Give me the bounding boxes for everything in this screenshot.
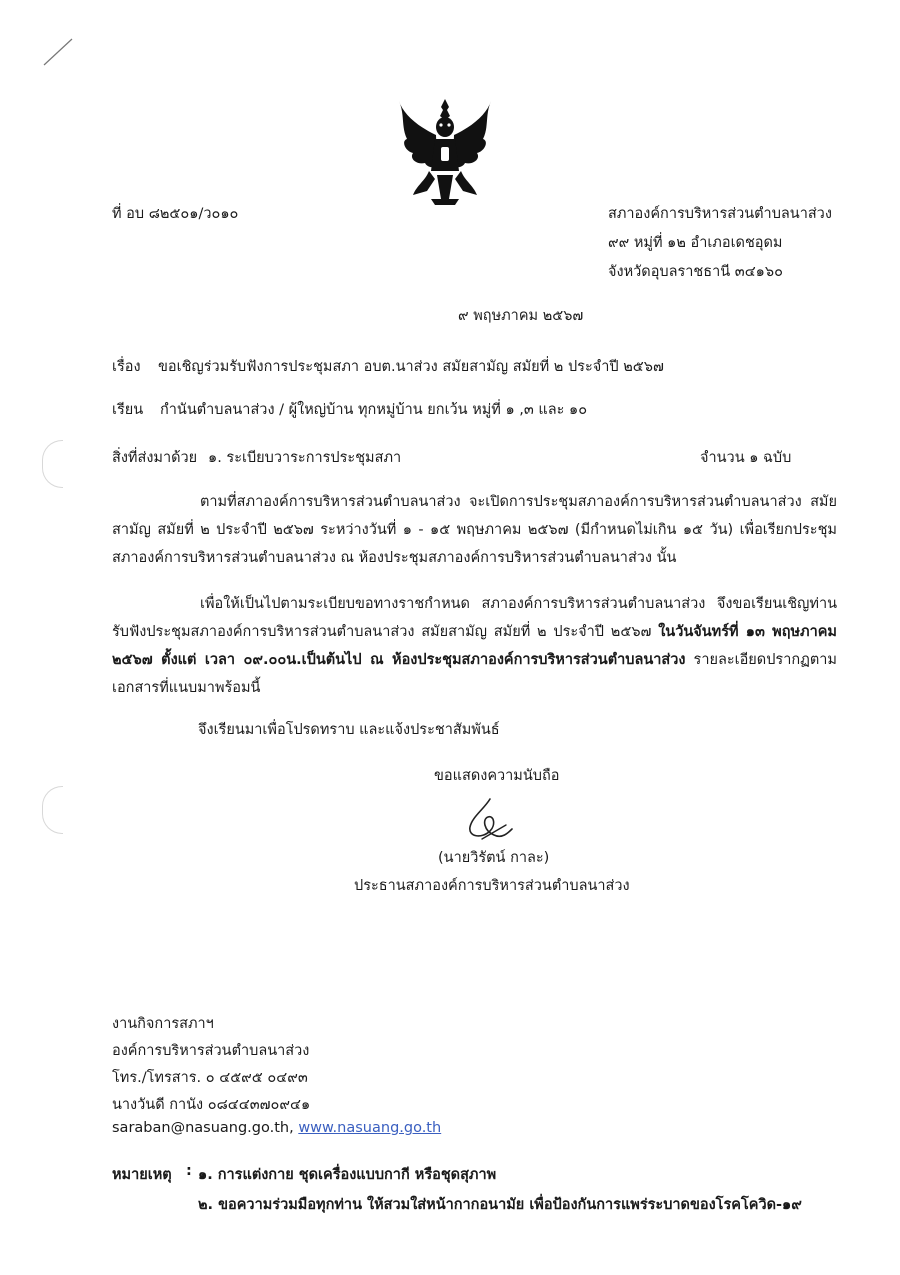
subject-text: ขอเชิญร่วมรับฟังการประชุมสภา อบต.นาส่วง สมัยสามัญ สมัยที่ ๒ ประจำปี ๒๕๖๗ [158,359,664,375]
website-link[interactable]: www.nasuang.go.th [298,1120,442,1136]
letter-date: ๙ พฤษภาคม ๒๕๖๗ [458,308,584,324]
closing-phrase: ขอแสดงความนับถือ [434,768,560,784]
subject-label: เรื่อง [112,359,141,375]
body-paragraph-3: จึงเรียนมาเพื่อโปรดทราบ และแจ้งประชาสัมพันธ์ [198,722,500,738]
punch-hole-mark [42,786,63,834]
body-paragraph-2 [112,590,837,702]
signer-name: (นายวิรัตน์ กาละ) [438,850,550,866]
enclosure-quantity: จำนวน ๑ ฉบับ [700,450,792,466]
note-item-2: ๒. ขอความร่วมมือทุกท่าน ให้สวมใส่หน้ากากอนามัย เพื่อป้องกันการแพร่ระบาดของโรคโควิด-๑๙ [198,1197,802,1213]
notes-label: หมายเหตุ [112,1167,172,1183]
sender-address-line1: สภาองค์การบริหารส่วนตำบลนาส่วง [608,206,832,222]
contact-department: งานกิจการสภาฯ [112,1016,214,1032]
reference-number: ที่ อบ ๘๒๕๐๑/ว๐๑๐ [112,206,239,222]
contact-phone-fax: โทร./โทรสาร. ๐ ๔๕๙๕ ๐๔๙๓ [112,1070,308,1086]
body-paragraph-1: ตามที่สภาองค์การบริหารส่วนตำบลนาส่วง จะเปิดการประชุมสภาองค์การบริหารส่วนตำบลนาส่วง สมัยสามัญ สมัยที่ ๒ ประจำปี ๒๕๖๗ ระหว่างวันที่ ๑ - ๑๕ พฤษภาคม ๒๕๖๗ (มีกำหนดไม่เกิน ๑๕ วัน) เพื่อเรียกประชุมสภาองค์การบริหารส่วนตำบลนาส่วง ณ ห้องประชุมสภาองค์การบริหารส่วนตำบลนาส่วง นั้น [112,494,837,566]
punch-hole-mark [42,440,63,488]
handwritten-signature [460,795,520,845]
garuda-emblem-icon [395,95,495,207]
notes-separator: : [186,1163,192,1179]
enclosure-item: ๑. ระเบียบวาระการประชุมสภา [208,450,402,466]
contact-organization: องค์การบริหารส่วนตำบลนาส่วง [112,1043,310,1059]
recipient-label: เรียน [112,402,144,418]
contact-person: นางวันดี กานัง ๐๘๔๔๓๗๐๙๔๑ [112,1097,311,1113]
signer-title: ประธานสภาองค์การบริหารส่วนตำบลนาส่วง [354,878,630,894]
sender-address-line2: ๙๙ หมู่ที่ ๑๒ อำเภอเดชอุดม [608,235,783,251]
contact-email-web [112,1120,441,1136]
note-item-1: ๑. การแต่งกาย ชุดเครื่องแบบกากี หรือชุดสุภาพ [198,1167,497,1183]
meeting-datetime-venue: ในวันจันทร์ที่ ๑๓ พฤษภาคม ๒๕๖๗ ตั้งแต่ เวลา ๐๙.๐๐น.เป็นต้นไป ณ ห้องประชุมสภาองค์การบริหารส่วนตำบลนาส่วง [112,624,837,668]
body-paragraph-2-tail: รายละเอียดปรากฏตามเอกสารที่แนบมาพร้อมนี้ [112,652,837,696]
recipient-text: กำนันตำบลนาส่วง / ผู้ใหญ่บ้าน ทุกหมู่บ้าน ยกเว้น หมู่ที่ ๑ ,๓ และ ๑๐ [160,402,588,418]
contact-email: saraban@nasuang.go.th, [112,1120,299,1136]
sender-address-line3: จังหวัดอุบลราชธานี ๓๔๑๖๐ [608,264,783,280]
body-paragraph-2-text: เพื่อให้เป็นไปตามระเบียบขอทางราชกำหนด สภาองค์การบริหารส่วนตำบลนาส่วง จึงขอเรียนเชิญท่านรับฟังประชุมสภาองค์การบริหารส่วนตำบลนาส่วง สมัยสามัญ สมัยที่ ๒ ประจำปี ๒๕๖๗ [112,596,837,640]
scan-mark [40,35,80,70]
enclosure-label: สิ่งที่ส่งมาด้วย [112,450,198,466]
